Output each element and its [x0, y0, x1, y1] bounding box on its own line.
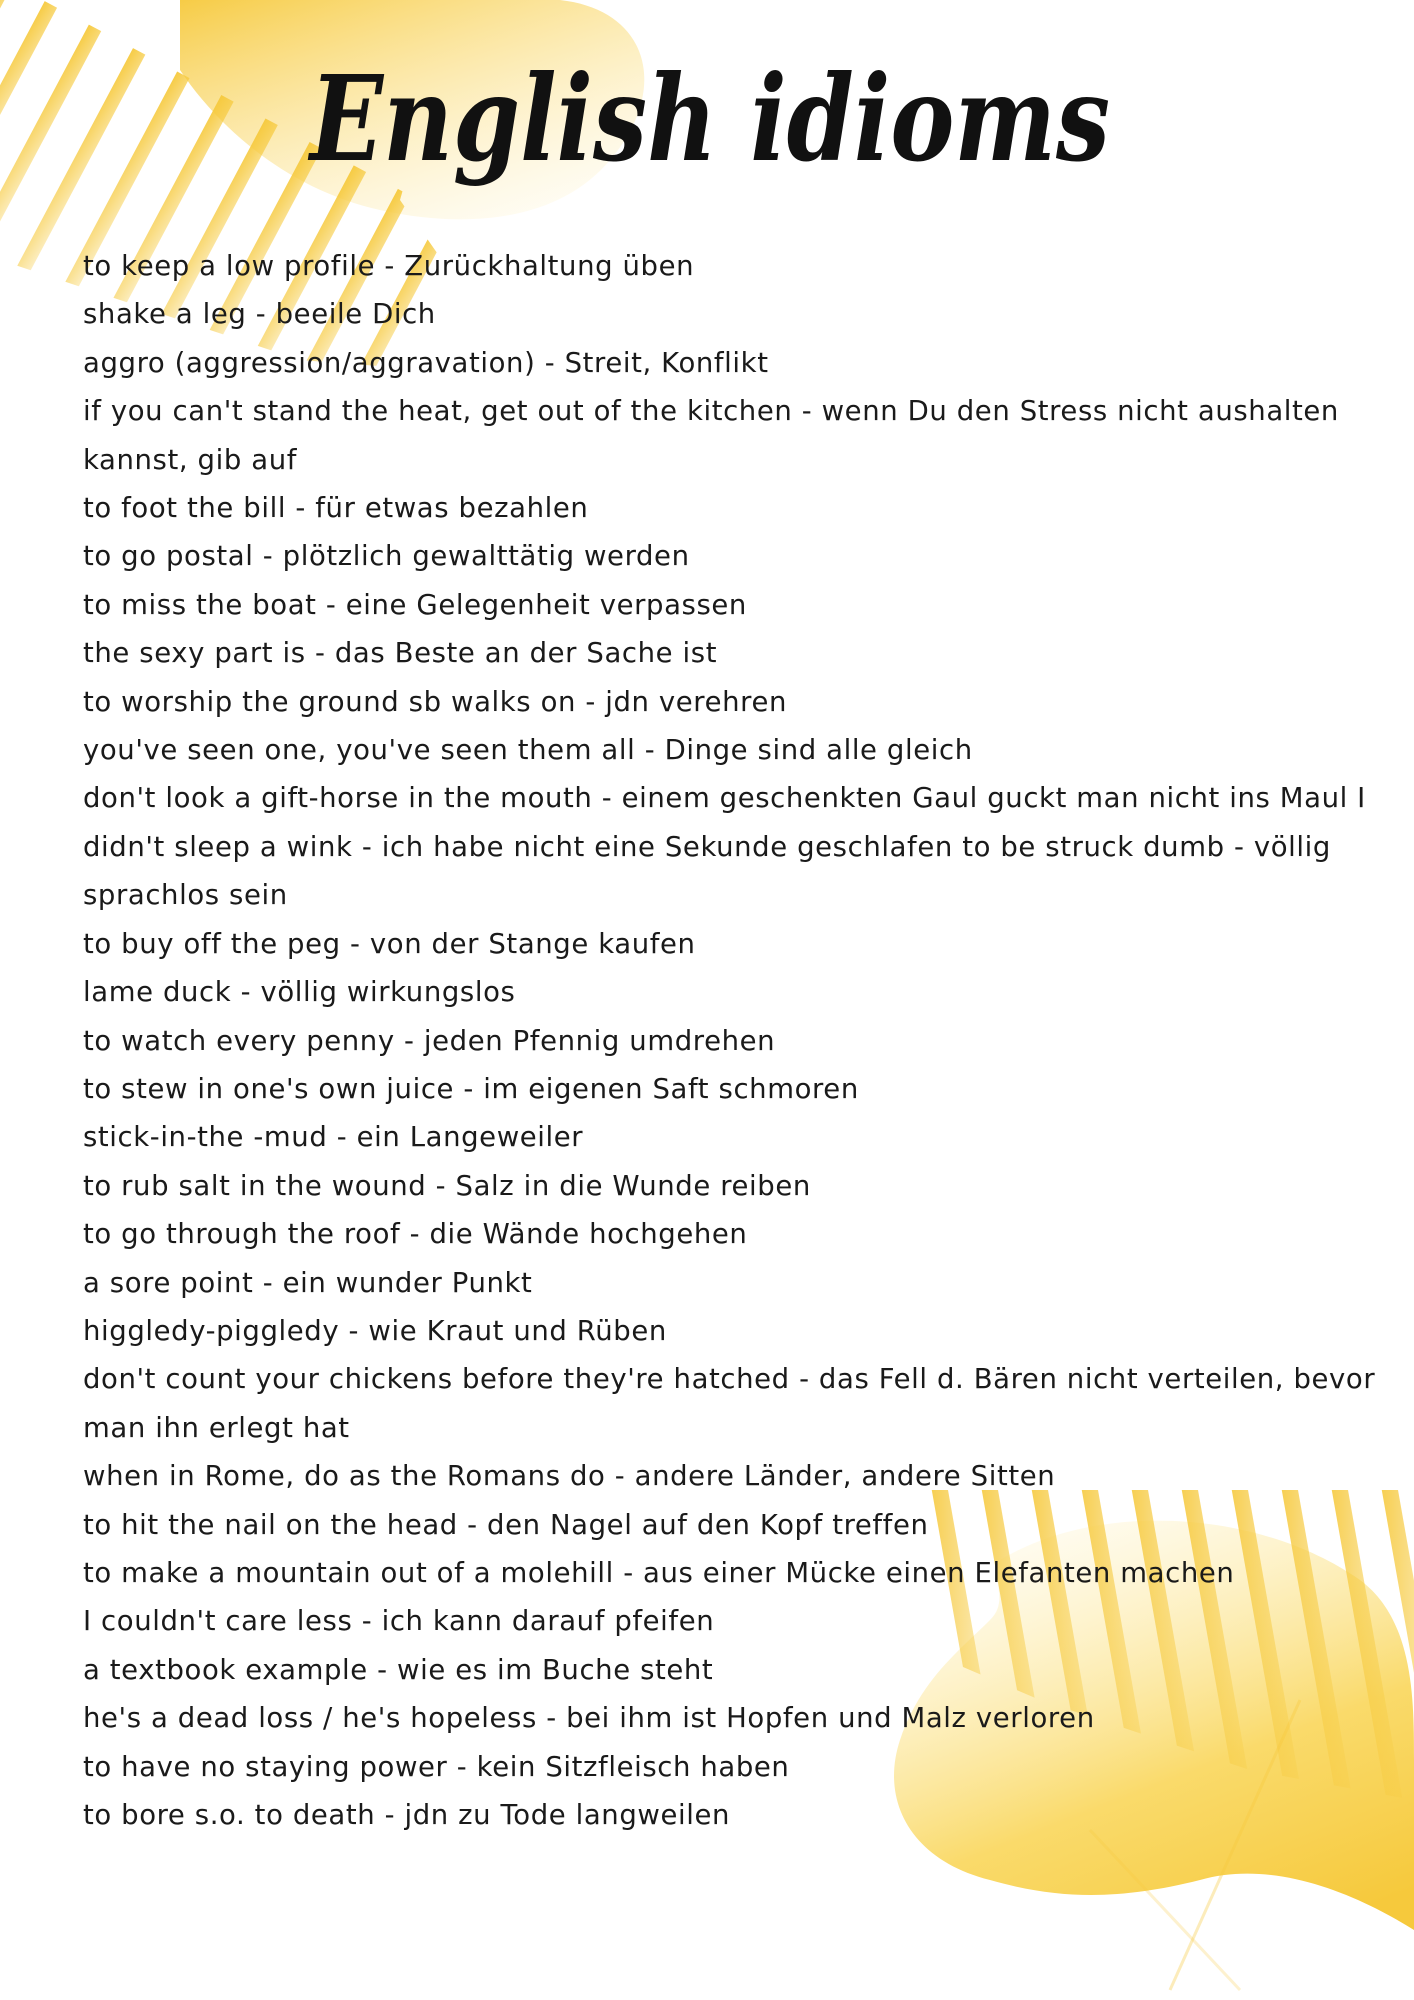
- idiom-line: kannst, gib auf: [83, 443, 298, 476]
- idiom-line: aggro (aggression/aggravation) - Streit, Konflikt: [83, 346, 769, 379]
- idiom-line: to make a mountain out of a molehill - aus einer Mücke einen Elefanten machen: [83, 1556, 1235, 1589]
- idiom-line: you've seen one, you've seen them all - Dinge sind alle gleich: [83, 734, 973, 767]
- idiom-line: to go postal - plötzlich gewalttätig werden: [83, 540, 690, 573]
- idiom-line: to foot the bill - für etwas bezahlen: [83, 492, 589, 525]
- idiom-line: to keep a low profile - Zurückhaltung üben: [83, 250, 695, 282]
- idiom-line: a textbook example - wie es im Buche steht: [83, 1653, 714, 1686]
- page-title: [300, 40, 1120, 230]
- idiom-line: I couldn't care less - ich kann darauf pfeifen: [83, 1605, 715, 1638]
- idiom-line: to worship the ground sb walks on - jdn verehren: [83, 685, 787, 718]
- idiom-line: lame duck - völlig wirkungslos: [83, 976, 516, 1009]
- idiom-line: sprachlos sein: [83, 879, 288, 912]
- idiom-line: he's a dead loss / he's hopeless - bei ihm ist Hopfen und Malz verloren: [83, 1702, 1095, 1735]
- idiom-line: the sexy part is - das Beste an der Sache ist: [83, 637, 718, 670]
- idiom-line: a sore point - ein wunder Punkt: [83, 1266, 533, 1299]
- idiom-line: to have no staying power - kein Sitzfleisch haben: [83, 1750, 790, 1783]
- idiom-line: when in Rome, do as the Romans do - andere Länder, andere Sitten: [83, 1460, 1056, 1493]
- idiom-list: [83, 242, 1376, 1839]
- idiom-line: to hit the nail on the head - den Nagel auf den Kopf treffen: [83, 1508, 929, 1541]
- idiom-line: if you can't stand the heat, get out of the kitchen - wenn Du den Stress nicht aushalten: [83, 395, 1339, 428]
- idiom-line: to miss the boat - eine Gelegenheit verpassen: [83, 588, 747, 621]
- idiom-line: higgledy-piggledy - wie Kraut und Rüben: [83, 1314, 667, 1347]
- idiom-line: to rub salt in the wound - Salz in die Wunde reiben: [83, 1169, 811, 1202]
- idiom-line: don't look a gift-horse in the mouth - einem geschenkten Gaul guckt man nicht ins Maul I: [83, 782, 1366, 815]
- idiom-line: didn't sleep a wink - ich habe nicht eine Sekunde geschlafen to be struck dumb - völlig: [83, 830, 1331, 863]
- idiom-line: don't count your chickens before they're hatched - das Fell d. Bären nicht verteilen, bevor: [83, 1363, 1376, 1396]
- idiom-line: to buy off the peg - von der Stange kaufen: [83, 927, 696, 960]
- idiom-line: to stew in one's own juice - im eigenen Saft schmoren: [83, 1072, 859, 1105]
- idiom-line: stick-in-the -mud - ein Langeweiler: [83, 1121, 584, 1154]
- idiom-line: to bore s.o. to death - jdn zu Tode langweilen: [83, 1799, 731, 1831]
- idiom-line: to go through the roof - die Wände hochgehen: [83, 1218, 748, 1251]
- page-title-text: English idioms: [307, 49, 1110, 188]
- idiom-line: man ihn erlegt hat: [83, 1411, 350, 1444]
- idiom-line: to watch every penny - jeden Pfennig umdrehen: [83, 1024, 776, 1057]
- idiom-line: shake a leg - beeile Dich: [83, 298, 436, 331]
